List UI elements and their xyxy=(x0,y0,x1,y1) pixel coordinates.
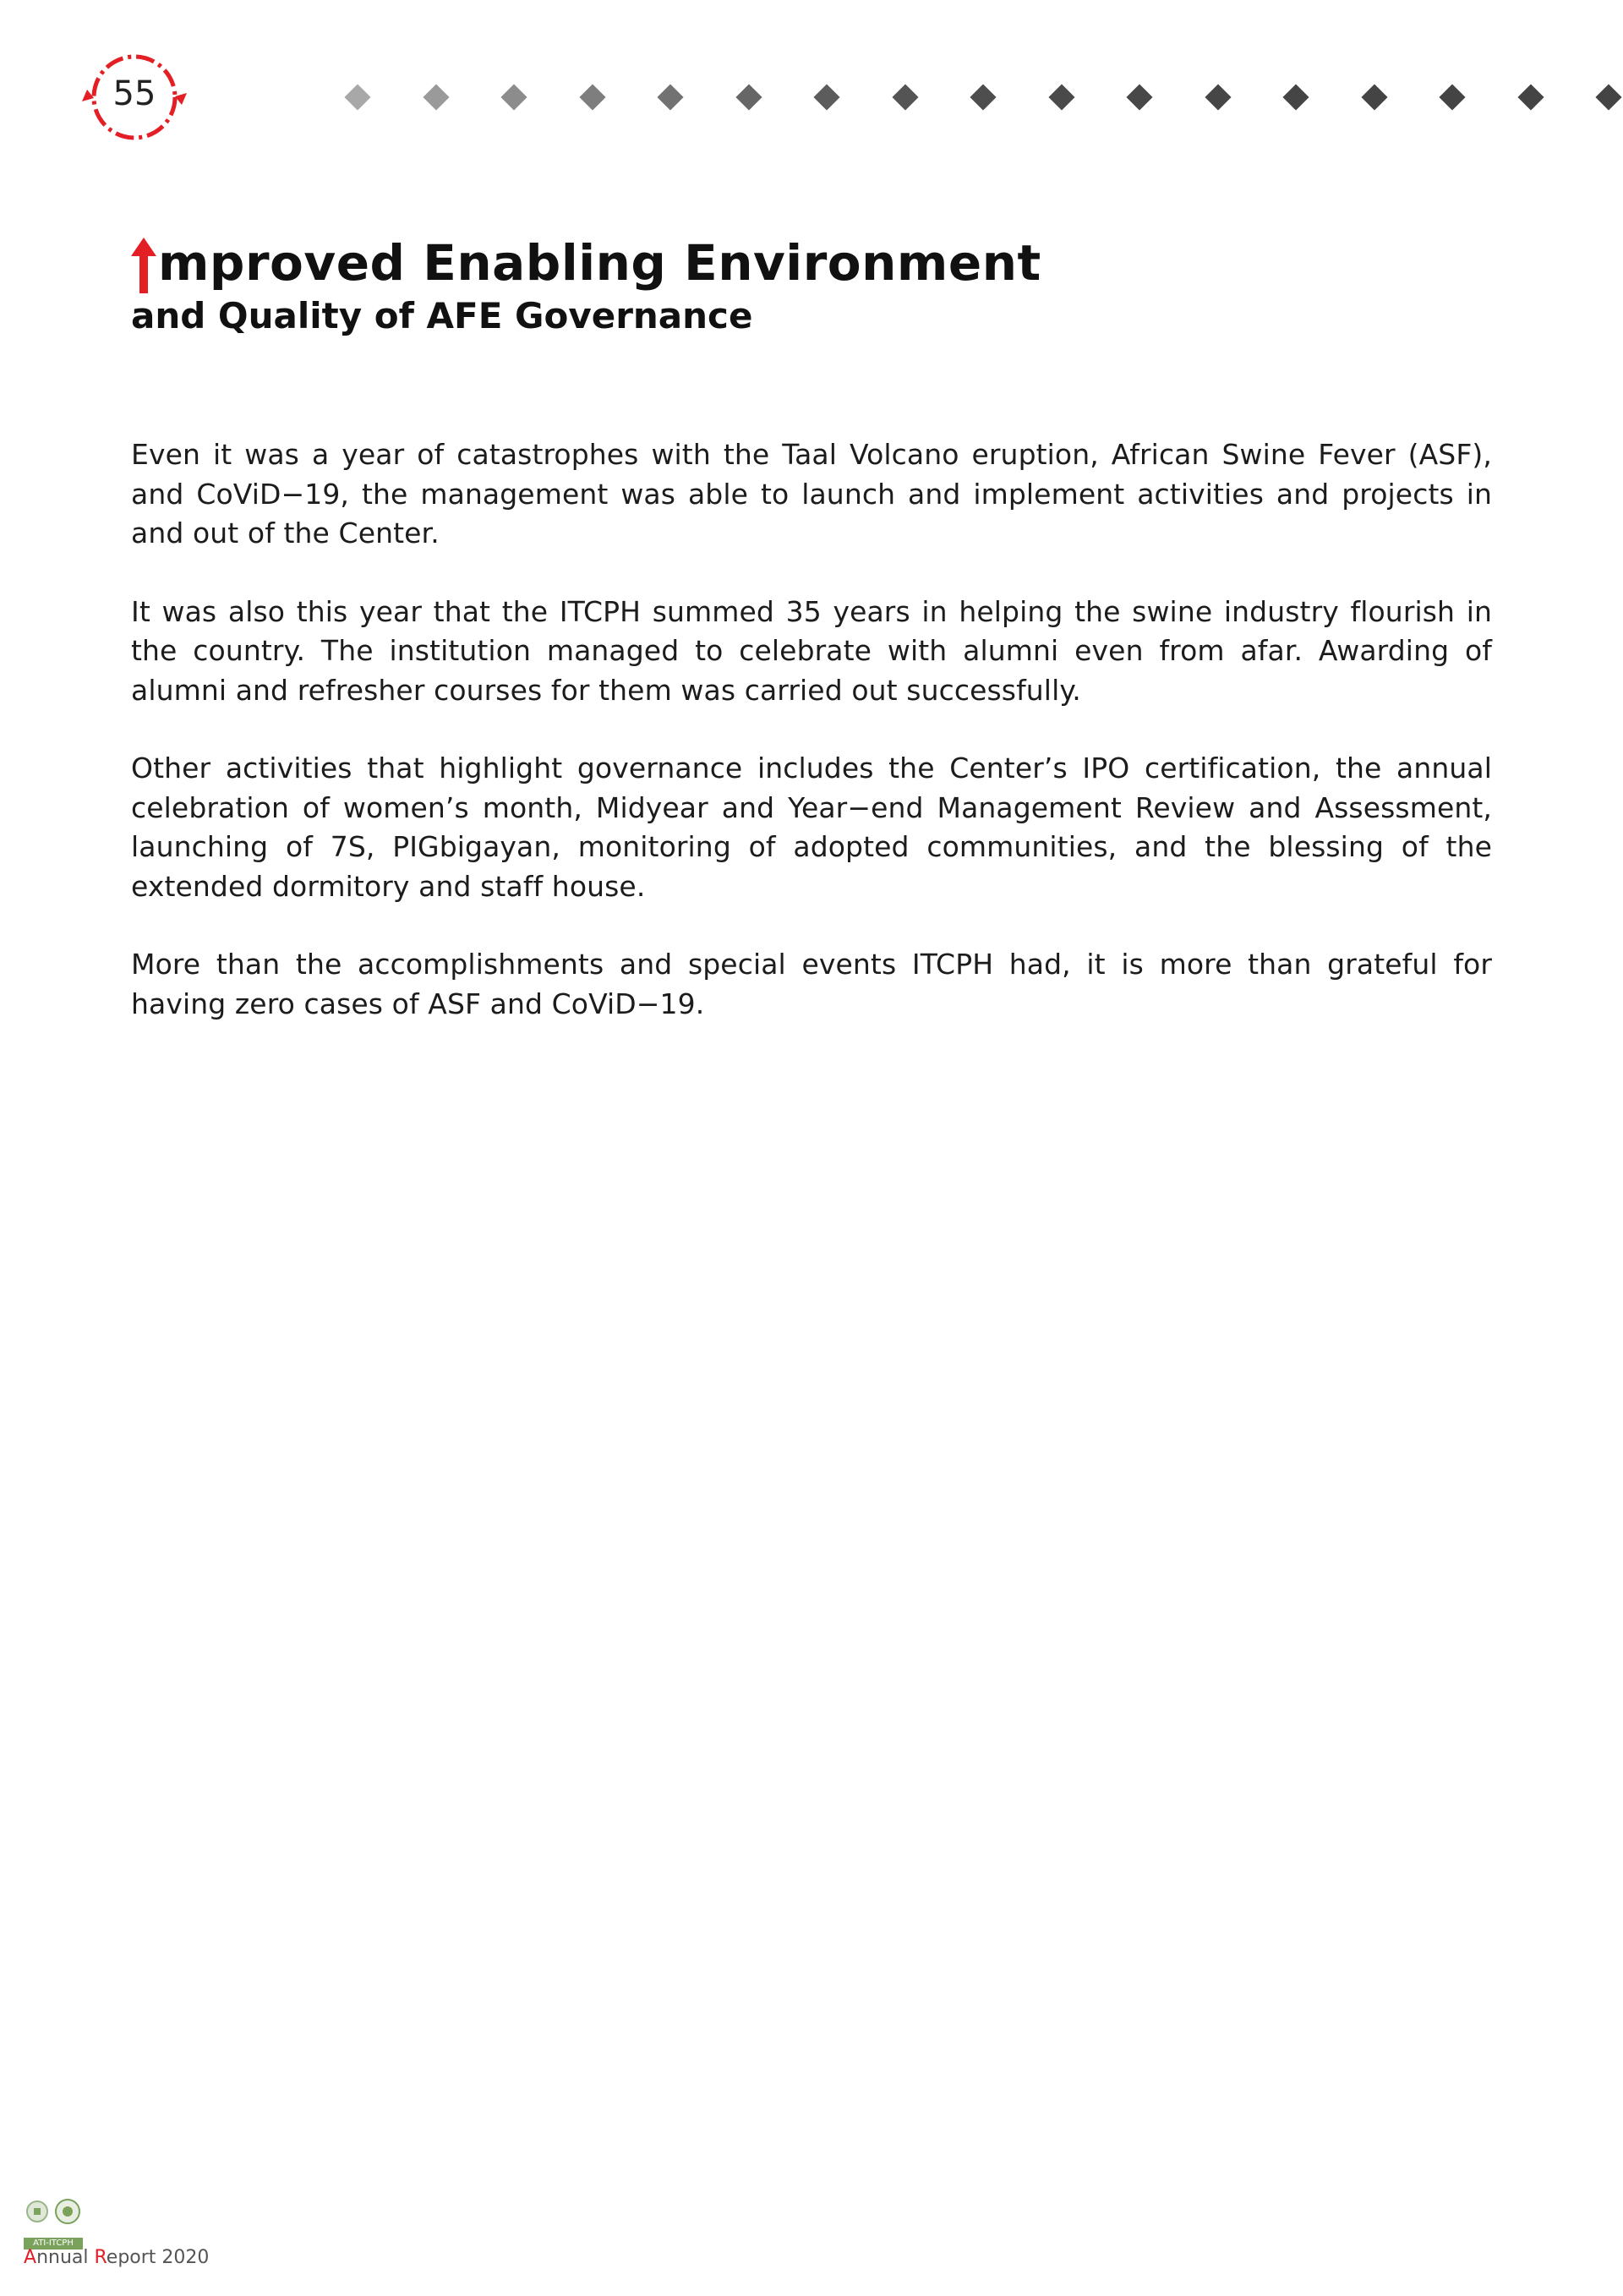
section-title xyxy=(131,232,1484,339)
diamond-icon xyxy=(500,84,527,110)
diamond-icon xyxy=(892,84,918,110)
body-content xyxy=(131,435,1492,1063)
footer-org-label: ATI-ITCPH xyxy=(24,2238,83,2250)
diamond-icon xyxy=(423,84,449,110)
diamond-icon xyxy=(657,84,683,110)
footer-accent-r: R xyxy=(94,2247,107,2268)
up-arrow-icon xyxy=(131,238,156,293)
diamond-icon xyxy=(1126,84,1152,110)
diamond-icon xyxy=(1595,84,1621,110)
page-number-badge xyxy=(80,49,190,145)
diamond-icon xyxy=(344,84,370,110)
diamond-icon xyxy=(1205,84,1231,110)
paragraph: Other activities that highlight governance includes the Center’s IPO certification, the annual celebration of women’s month, Midyear and Year−end Management Review and Assessment, launching of 7S, PIGbigayan, monitoring of adopted communities, and the blessing of the extended dormitory and staff house. xyxy=(131,752,1492,903)
diamond-icon xyxy=(1439,84,1465,110)
diamond-icon xyxy=(970,84,996,110)
diamond-icon xyxy=(1361,84,1387,110)
diamond-icon xyxy=(1048,84,1074,110)
footer-report-title xyxy=(24,2247,209,2268)
title-text: mproved Enabling Environment xyxy=(158,234,1041,292)
footer-text-part: nnual xyxy=(36,2247,95,2268)
footer-accent-a: A xyxy=(24,2247,37,2268)
diamond-icon xyxy=(813,84,839,110)
decorative-diamond-row xyxy=(342,83,1623,113)
footer-text-part: eport 2020 xyxy=(106,2247,210,2268)
organization-logos-icon xyxy=(24,2196,91,2233)
diamond-icon xyxy=(1517,84,1544,110)
diamond-icon xyxy=(579,84,605,110)
paragraph: It was also this year that the ITCPH summed 35 years in helping the swine industry flourish in the country. The institution managed to celebrate with alumni even from afar. Awarding of alumni and refresher courses for them was carried out successfully. xyxy=(131,594,1492,707)
title-line-2: and Quality of AFE Governance xyxy=(131,295,753,336)
diamond-icon xyxy=(1282,84,1309,110)
diamond-icon xyxy=(735,84,762,110)
paragraph: Even it was a year of catastrophes with the Taal Volcano eruption, African Swine Fever (ASF), and CoViD−19, the management was able to launch and implement activities and projects in and out of the Center. xyxy=(131,438,1492,549)
title-line-1 xyxy=(131,232,1484,293)
page-number: 55 xyxy=(112,74,156,113)
paragraph: More than the accomplishments and special events ITCPH had, it is more than grateful for having zero cases of ASF and CoViD−19. xyxy=(131,948,1492,1020)
